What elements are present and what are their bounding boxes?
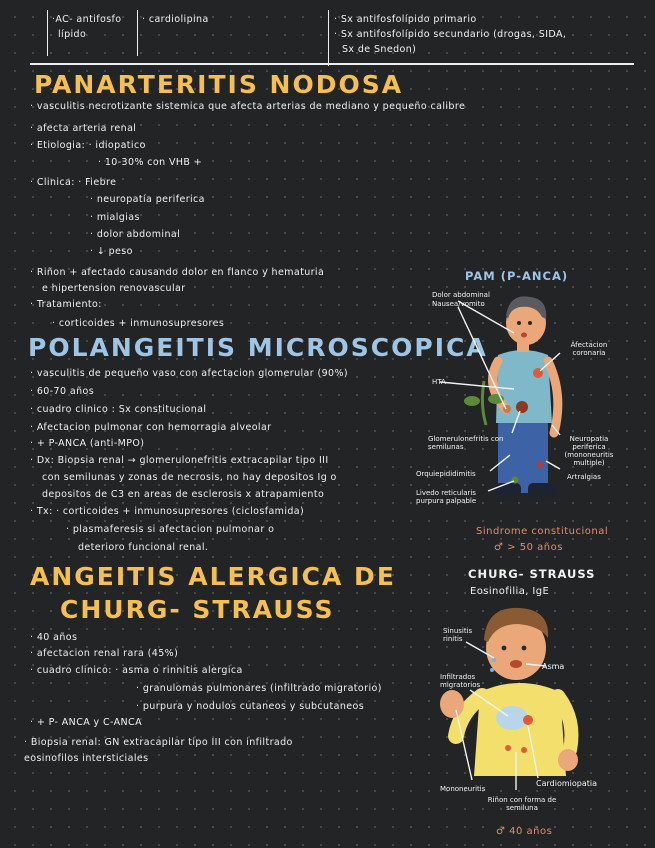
- pam-label-nausea: Nausea/vomito: [432, 300, 485, 308]
- polangeitis-title: POLANGEITIS MICROSCOPICA: [28, 333, 488, 362]
- table-vline-mid: [137, 10, 138, 56]
- note-line: · purpura y nodulos cutaneos y subcutaneos: [136, 701, 365, 712]
- table-text: · cardiolipina: [142, 14, 209, 25]
- note-line: · plasmaferesis si afectacion pulmonar o: [66, 524, 275, 535]
- note-line: · 60-70 años: [30, 386, 95, 397]
- table-text: Sx de Snedon): [342, 44, 417, 55]
- pam-kidney-mark: [516, 401, 528, 413]
- note-line: · vasculitis de pequeño vaso con afectacion glomerular (90%): [30, 368, 349, 379]
- note-line: · afectacion renal rara (45%): [30, 648, 179, 659]
- pam-label-neuropatia: Neuropatia periferica (mononeuritis multiple): [564, 435, 614, 467]
- note-line: eosinofilos intersticiales: [24, 753, 149, 764]
- table-hline-bottom: [30, 63, 634, 65]
- note-line: e hipertension renovascular: [42, 283, 186, 294]
- table-text: · Sx antifosfolípido secundario (drogas, SIDA,: [334, 29, 567, 40]
- note-line: · ↓ peso: [90, 246, 133, 257]
- pam-figure-title: PAM (P-ANCA): [465, 269, 569, 283]
- pam-label-dolor: Dolor abdominal: [432, 291, 490, 299]
- churg-label-rinon: Riñon con forma de semiluna: [487, 796, 557, 812]
- note-line: · 10-30% con VHB +: [98, 157, 203, 168]
- table-cell-1: [52, 12, 122, 42]
- pam-footer-age: ♂ > 50 años: [494, 542, 563, 553]
- churg-figure-title: CHURG- STRAUSS: [468, 567, 596, 581]
- table-text: ·AC- antifosfo: [52, 14, 122, 25]
- note-line: · dolor abdominal: [90, 229, 181, 240]
- churg-label-cardiomiopatia: Cardiomiopatia: [536, 779, 597, 788]
- note-line: · Riñon + afectado causando dolor en flanco y hematuria: [30, 267, 325, 278]
- note-line: · Etiologia: · idiopatico: [30, 140, 146, 151]
- note-line: · afecta arteria renal: [30, 123, 137, 134]
- pam-label-hta: HTA: [432, 378, 446, 386]
- note-line: · Afectacion pulmonar con hemorragia alveolar: [30, 422, 272, 433]
- churg-heart-mark: [523, 715, 533, 725]
- pam-label-orquiepididimitis: Orquiepididimitis: [416, 470, 476, 478]
- note-line: · cuadro clinico: · asma o rinnitis alergica: [30, 665, 243, 676]
- churg-lungs-mark: [496, 706, 528, 730]
- churg-title-line1: ANGEITIS ALERGICA DE: [30, 562, 396, 591]
- pam-figure-legs: [498, 415, 548, 493]
- table-vline-left: [47, 10, 48, 56]
- panarteritis-title: PANARTERITIS NODOSA: [34, 70, 404, 99]
- note-line: · Dx: Biopsia renal → glomerulonefritis extracapilar tipo III: [30, 455, 329, 466]
- pam-footer-sindrome: Sindrome constitucional: [476, 526, 609, 537]
- table-text: lípido: [58, 29, 87, 40]
- note-line: · Tratamiento:: [30, 299, 102, 310]
- note-line: · 40 años: [30, 632, 78, 643]
- note-line: · Clinica: · Fiebre: [30, 177, 117, 188]
- note-line: · cuadro clinico : Sx constitucional: [30, 404, 207, 415]
- note-line: con semilunas y zonas de necrosis, no hay depositos Ig o: [42, 472, 337, 483]
- churg-figure-subtitle: Eosinofilia, IgE: [470, 586, 550, 597]
- note-line: · Biopsia renal: GN extracapilar tipo III con infiltrado: [24, 737, 293, 748]
- note-line: · neuropatía periferica: [90, 194, 205, 205]
- churg-title-line2: CHURG- STRAUSS: [60, 595, 335, 624]
- pam-label-coronaria: Afectacion coronaria: [570, 341, 608, 357]
- note-line: · + P- ANCA y C-ANCA: [30, 717, 142, 728]
- table-cell-3: [334, 12, 566, 57]
- note-line: · Tx: · corticoides + inmunosupresores (ciclosfamida): [30, 506, 305, 517]
- note-line: · + P-ANCA (anti-MPO): [30, 438, 145, 449]
- table-cell-2: [142, 12, 209, 27]
- note-line: · vasculitis necrotizante sistemica que afecta arterias de mediano y pequeño calibre: [30, 101, 466, 112]
- churg-footer-age: ♂ 40 años: [496, 826, 553, 837]
- churg-label-asma: Asma: [542, 662, 565, 671]
- note-line: deterioro funcional renal.: [78, 542, 209, 553]
- note-line: · granulomas pulmonares (infiltrado migratorio): [136, 683, 382, 694]
- note-line: depositos de C3 en areas de esclerosis x atrapamiento: [42, 489, 325, 500]
- table-vline-right: [328, 10, 329, 66]
- note-line: · mialgias: [90, 212, 140, 223]
- note-line: · corticoides + inmunosupresores: [52, 318, 225, 329]
- pam-label-glomerulonefritis: Glomerulonefritis con semilunas: [428, 435, 504, 451]
- churg-label-mononeuritis: Mononeuritis: [440, 785, 486, 793]
- pam-label-artralgias: Artralgias: [567, 473, 601, 481]
- churg-label-sinusitis: Sinusitis rinitis: [443, 627, 473, 643]
- table-text: · Sx antifosfolípido primario: [334, 14, 477, 25]
- pam-label-livedo: Livedo reticularis purpura palpable: [416, 489, 477, 505]
- churg-label-infiltrados: Infiltrados migratorios: [440, 673, 481, 689]
